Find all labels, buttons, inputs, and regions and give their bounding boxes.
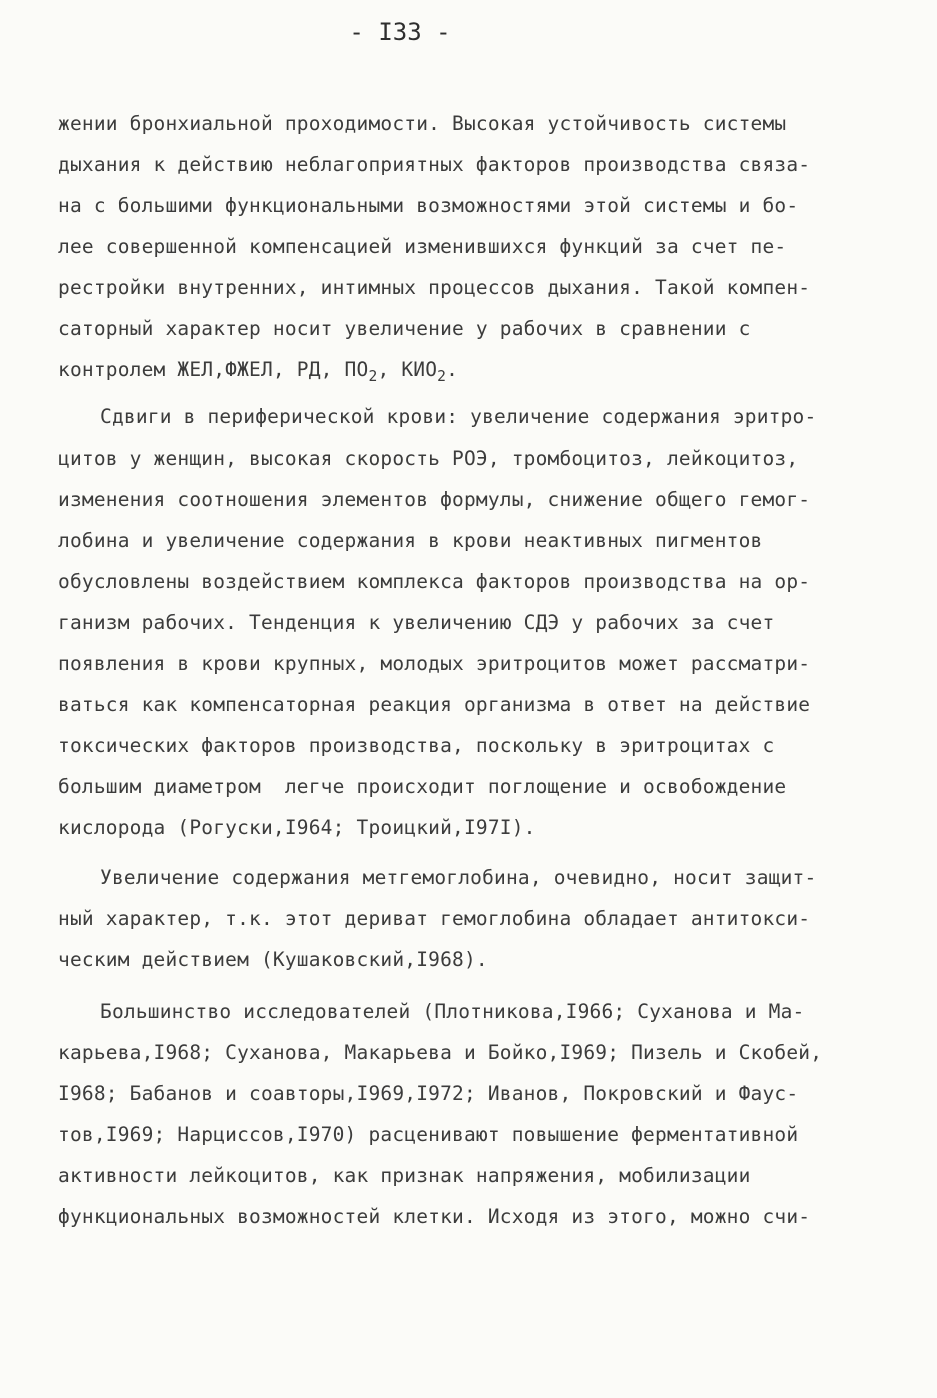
text-line: ный характер, т.к. этот дериват гемоглобина обладает антитокси- [58, 907, 811, 930]
subscript-2: 2 [437, 368, 447, 386]
text-line: появления в крови крупных, молодых эритроцитов может рассматри- [58, 652, 811, 675]
text-line: Большинство исследователей (Плотникова,I966; Суханова и Ма- [100, 1000, 805, 1023]
text-line: Увеличение содержания метгемоглобина, очевидно, носит защит- [100, 866, 817, 889]
text-line: ваться как компенсаторная реакция организма в ответ на действие [58, 693, 811, 716]
text-line: на с большими функциональными возможностями этой системы и бо- [58, 194, 799, 217]
text-line: лее совершенной компенсацией изменившихся функций за счет пе- [58, 235, 787, 258]
text-line: активности лейкоцитов, как признак напряжения, мобилизации [58, 1164, 751, 1187]
formula-text-2: , КИО [377, 358, 438, 381]
text-line: саторный характер носит увеличение у рабочих в сравнении с [58, 317, 751, 340]
text-line: лобина и увеличение содержания в крови неактивных пигментов [58, 529, 763, 552]
text-line: дыхания к действию неблагоприятных факторов производства связа- [58, 153, 811, 176]
text-line: Сдвиги в периферической крови: увеличение содержания эритро- [100, 405, 817, 428]
formula-text-1: контролем ЖЕЛ,ФЖЕЛ, РД, ПО [58, 358, 369, 381]
text-line: I968; Бабанов и соавторы,I969,I972; Иванов, Покровский и Фаус- [58, 1082, 799, 1105]
text-line: большим диаметром легче происходит поглощение и освобождение [58, 775, 787, 798]
page-number: - I33 - [349, 18, 451, 46]
text-line: рестройки внутренних, интимных процессов дыхания. Такой компен- [58, 276, 811, 299]
text-line: токсических факторов производства, поскольку в эритроцитах с [58, 734, 775, 757]
text-line: жении бронхиальной проходимости. Высокая устойчивость системы [58, 112, 787, 135]
text-line: кислорода (Рогуски,I964; Троицкий,I97I). [58, 816, 536, 839]
formula-end: . [446, 358, 459, 381]
text-line: функциональных возможностей клетки. Исходя из этого, можно счи- [58, 1205, 811, 1228]
text-line: ганизм рабочих. Тенденция к увеличению СДЭ у рабочих за счет [58, 611, 775, 634]
text-line: ческим действием (Кушаковский,I968). [58, 948, 488, 971]
subscript-2: 2 [368, 368, 378, 386]
text-line: изменения соотношения элементов формулы, снижение общего гемог- [58, 488, 811, 511]
text-line-formula [58, 358, 458, 385]
text-line: обусловлены воздействием комплекса факторов производства на ор- [58, 570, 811, 593]
text-line: тов,I969; Нарциссов,I970) расценивают повышение ферментативной [58, 1123, 799, 1146]
text-line: цитов у женщин, высокая скорость РОЭ, тромбоцитоз, лейкоцитоз, [58, 447, 799, 470]
text-line: карьева,I968; Суханова, Макарьева и Бойко,I969; Пизель и Скобей, [58, 1041, 823, 1064]
